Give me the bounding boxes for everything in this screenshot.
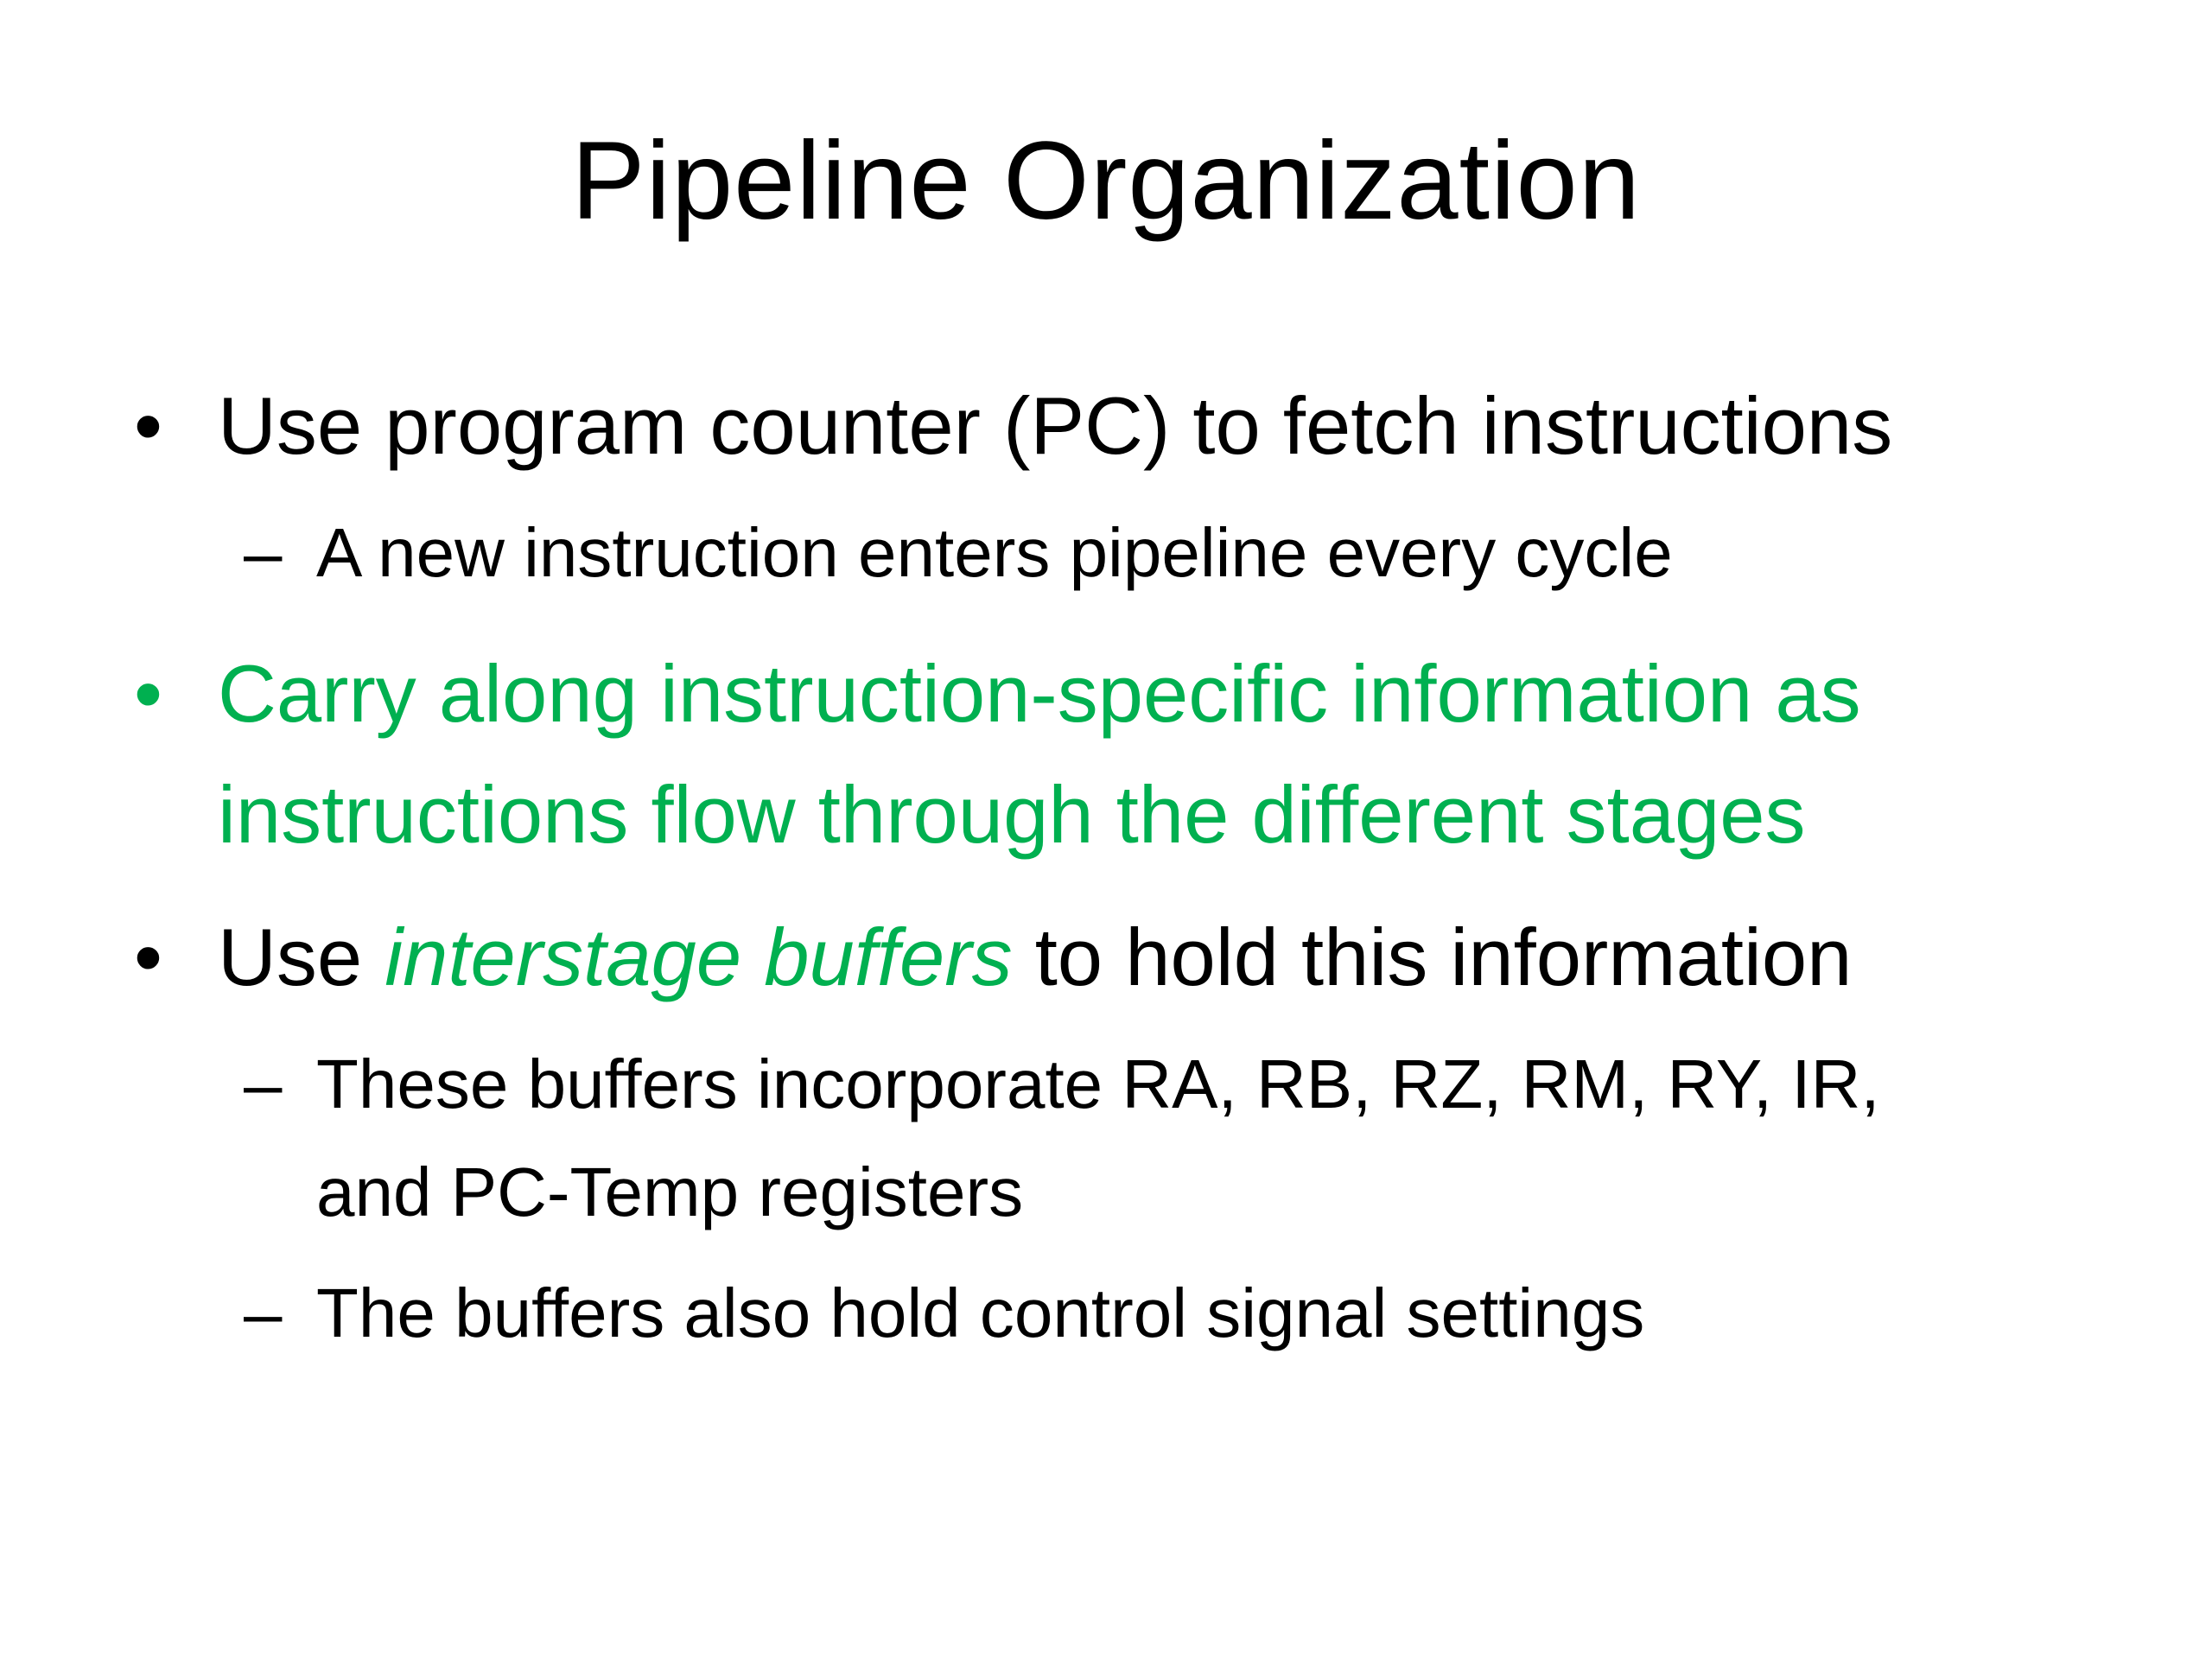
bullet-3-sub-1-line-2: and PC-Temp registers bbox=[316, 1154, 1024, 1230]
bullet-3-emphasis: interstage buffers bbox=[385, 912, 1013, 1002]
bullet-3-prefix: Use bbox=[218, 912, 385, 1002]
bullet-marker-green: • bbox=[134, 648, 162, 739]
bullet-1-text: Use program counter (PC) to fetch instructions bbox=[218, 380, 1893, 471]
bullet-3-suffix: to hold this information bbox=[1012, 912, 1853, 1002]
bullet-2-line-1: Carry along instruction-specific information as bbox=[218, 648, 1861, 739]
dash-marker: – bbox=[244, 1046, 283, 1122]
bullet-marker: • bbox=[134, 912, 162, 1002]
dash-marker: – bbox=[244, 514, 283, 591]
bullet-3-sub-2-text: The buffers also hold control signal settings bbox=[316, 1274, 1645, 1351]
bullet-3-sub-1-line-1: These buffers incorporate RA, RB, RZ, RM, RY, IR, bbox=[316, 1046, 1880, 1122]
bullet-1-sub-text: A new instruction enters pipeline every cycle bbox=[316, 514, 1673, 591]
slide-title: Pipeline Organization bbox=[571, 119, 1641, 243]
bullet-marker: • bbox=[134, 380, 162, 471]
dash-marker: – bbox=[244, 1274, 283, 1351]
bullet-2-line-2: instructions flow through the different stages bbox=[218, 769, 1806, 860]
bullet-3-text bbox=[218, 894, 1852, 1020]
